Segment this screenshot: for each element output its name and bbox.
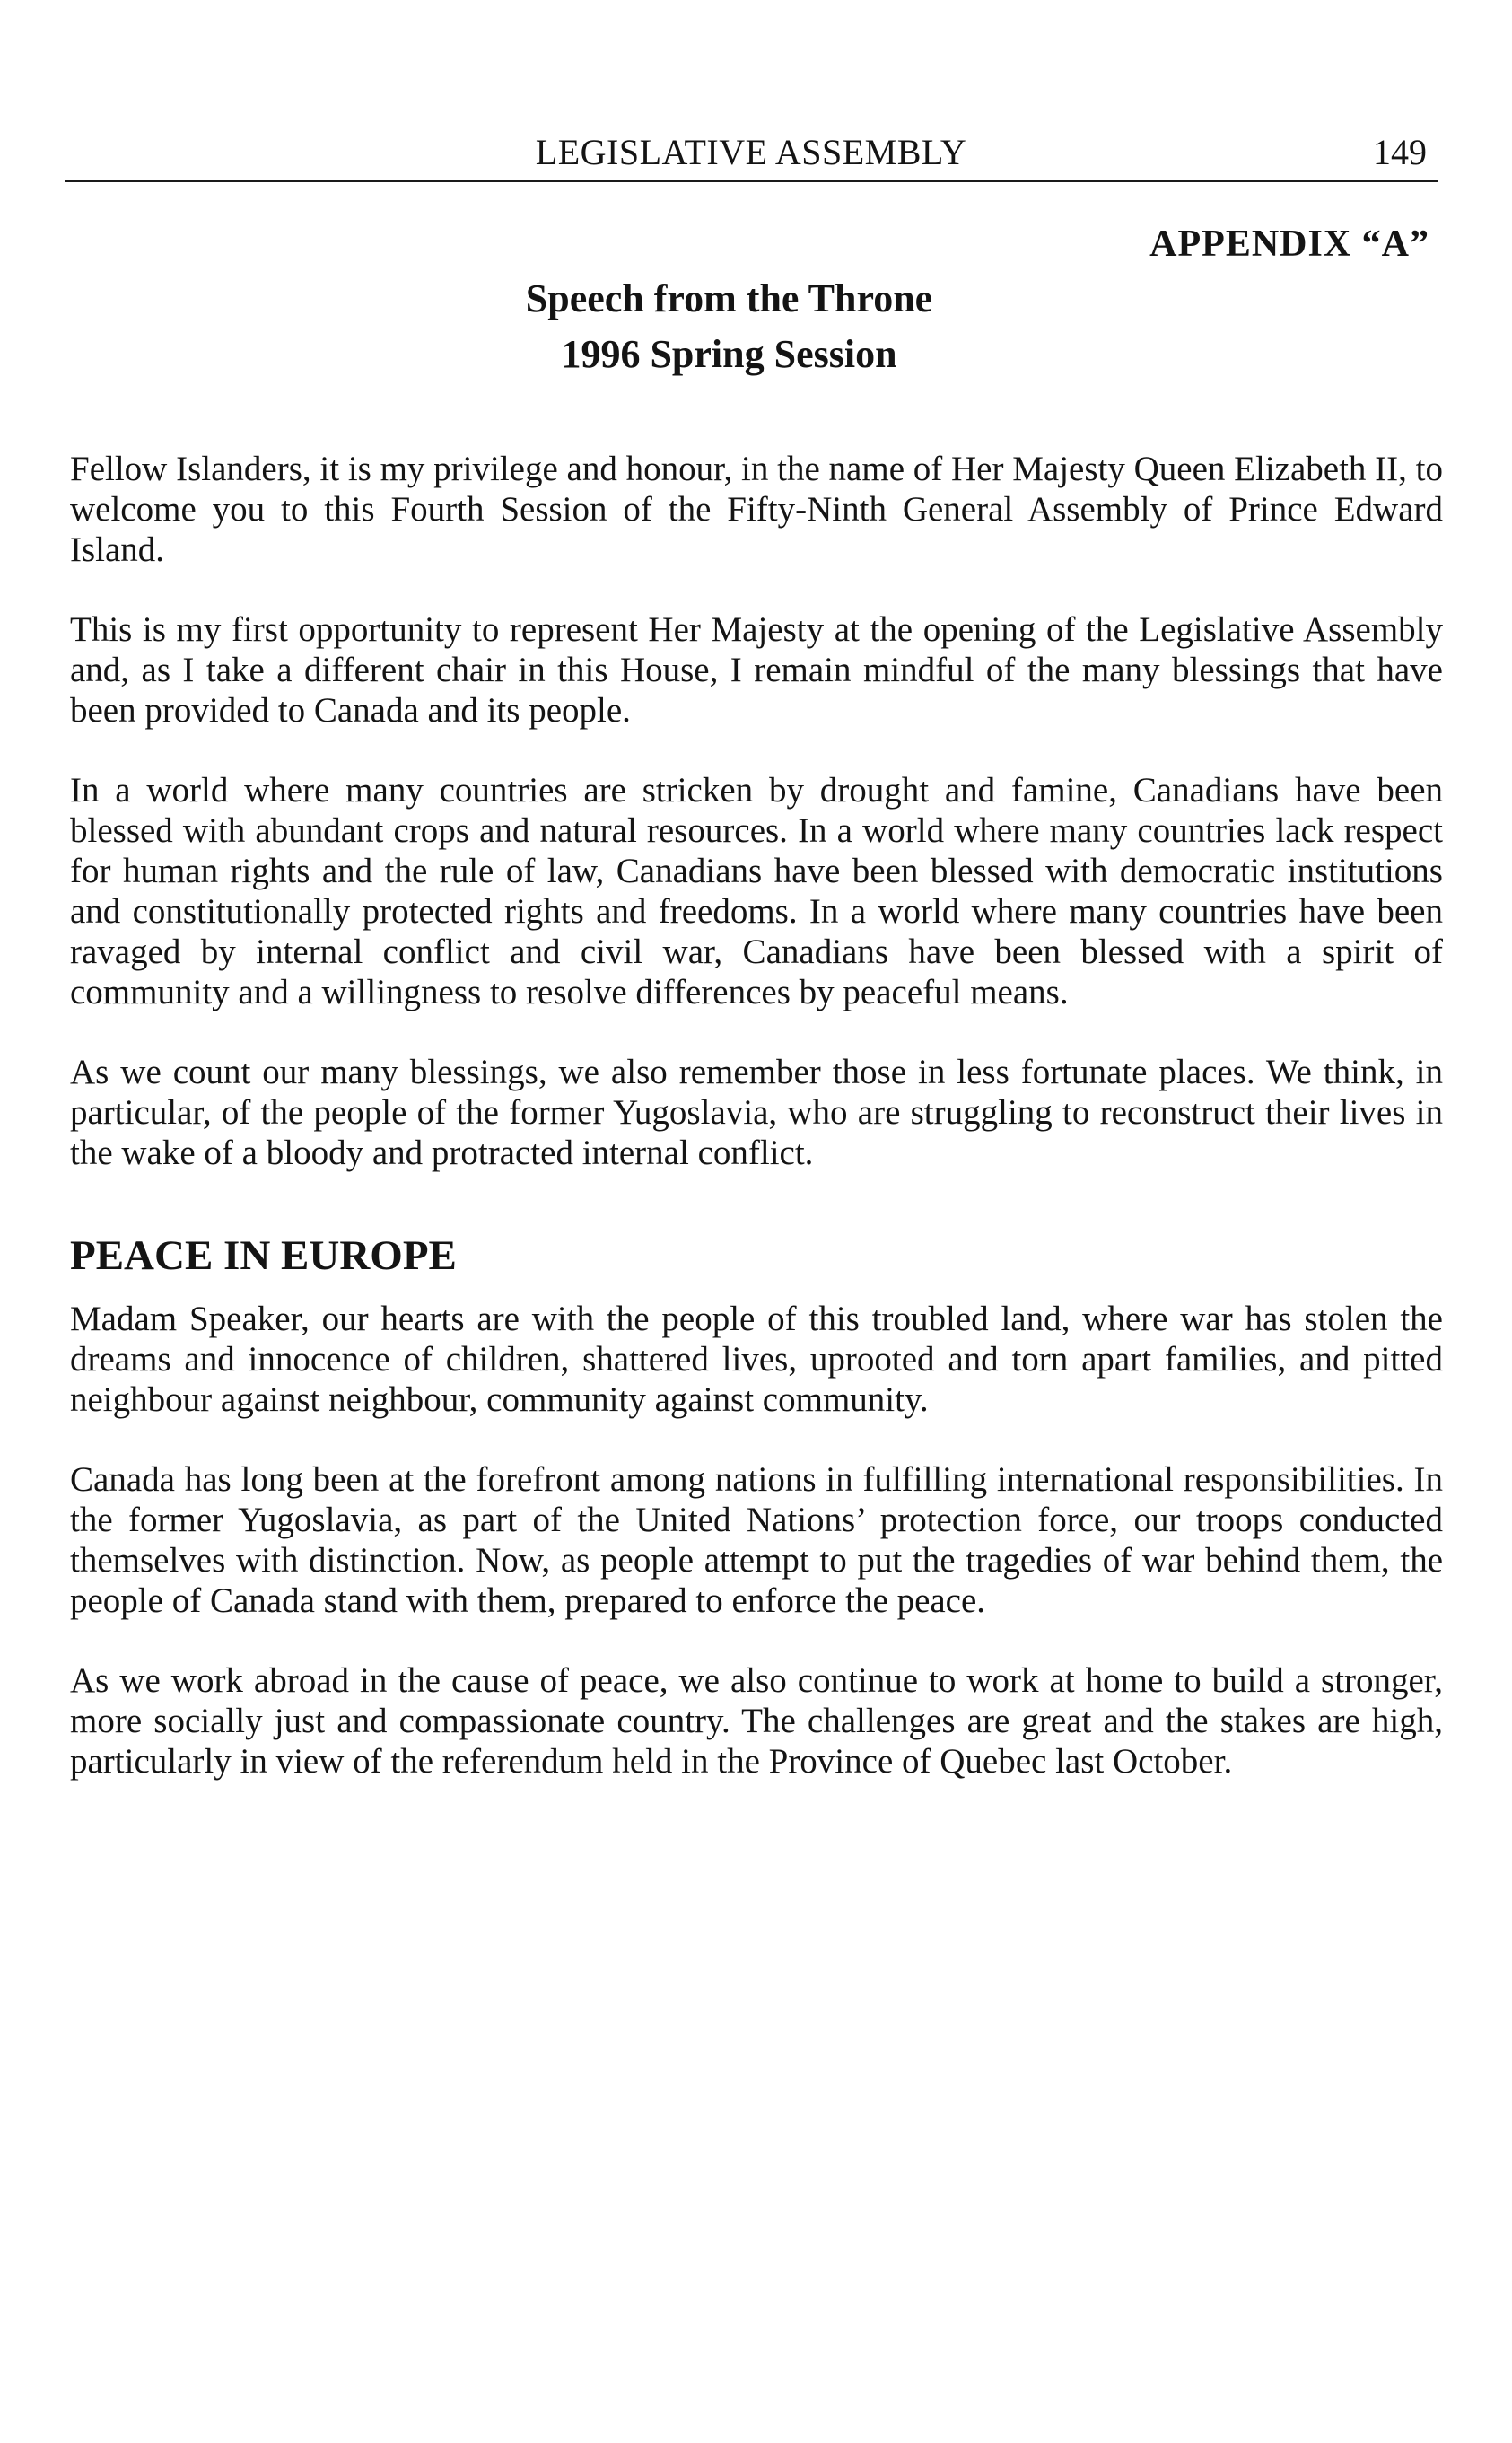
paragraph-canada-forefront: Canada has long been at the forefront among nations in fulfilling international responsibilities. In the former Yugoslavia, as part of the United Nations’ protection force, our troops conducted themselves with distinction. Now, as people attempt to put the tragedies of war behind them, the people of Canada stand with them, prepared to enforce the peace.	[70, 1460, 1443, 1620]
session-subtitle: 1996 Spring Session	[561, 332, 897, 376]
speech-title: Speech from the Throne	[525, 276, 933, 320]
running-header	[65, 126, 1438, 182]
paragraph-welcome: Fellow Islanders, it is my privilege and honour, in the name of Her Majesty Queen Elizabeth II, to welcome you to this Fourth Session of the Fifty-Ninth General Assembly of Prince Edward Island.	[70, 450, 1443, 569]
section-heading: PEACE IN EUROPE	[70, 1232, 457, 1279]
page-number: 149	[1373, 132, 1427, 172]
paragraph-work-abroad: As we work abroad in the cause of peace, we also continue to work at home to build a stronger, more socially just and compassionate country. The challenges are great and the stakes are high, particularly in view of the referendum held in the Province of Quebec last October.	[70, 1661, 1443, 1781]
paragraph-yugoslavia: As we count our many blessings, we also remember those in less fortunate places. We think, in particular, of the people of the former Yugoslavia, who are struggling to reconstruct their lives in the wake of a bloody and protracted internal conflict.	[70, 1053, 1443, 1172]
paragraph-first-opportunity: This is my first opportunity to represent Her Majesty at the opening of the Legislative Assembly and, as I take a different chair in this House, I remain mindful of the many blessings that have been provided to Canada and its people.	[70, 610, 1443, 730]
appendix-label: APPENDIX “A”	[1149, 223, 1429, 265]
running-title: LEGISLATIVE ASSEMBLY	[535, 132, 967, 172]
paragraph-madam-speaker: Madam Speaker, our hearts are with the people of this troubled land, where war has stolen the dreams and innocence of children, shattered lives, uprooted and torn apart families, and pitted neighbour against neighbour, community against community.	[70, 1300, 1443, 1419]
document-body	[70, 449, 1443, 1821]
paragraph-blessings: In a world where many countries are stricken by drought and famine, Canadians have been blessed with abundant crops and natural resources. In a world where many countries lack respect for human rights and the rule of law, Canadians have been blessed with democratic institutions and constitutionally protected rights and freedoms. In a world where many countries have been ravaged by internal conflict and civil war, Canadians have been blessed with a spirit of community and a willingness to resolve differences by peaceful means.	[70, 771, 1443, 1011]
